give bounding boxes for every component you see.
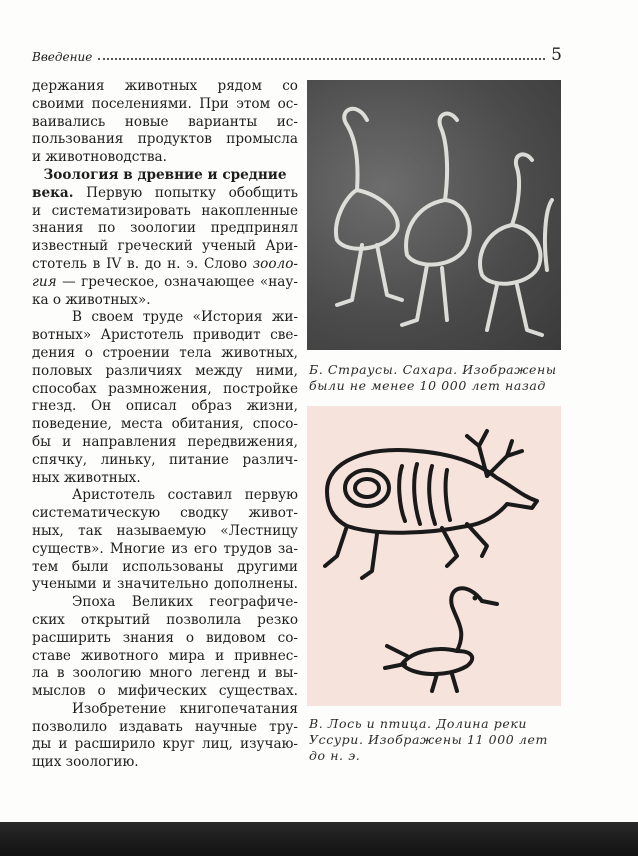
caption-line: Уссури. Изображены 11 000 лет (309, 732, 548, 747)
caption-line: В. Лось и птица. Долина реки (309, 716, 528, 731)
text-line: известный греческий ученый Ари- (32, 238, 298, 255)
text-line: Эпоха Великих географиче- (72, 594, 298, 611)
text-line: бы и направления передвижения, (32, 433, 298, 450)
text-line: щих зоологию. (32, 754, 139, 771)
text-line: способах размножения, постройке (32, 380, 298, 397)
text-line: своими поселениями. При этом ос- (32, 95, 298, 112)
text-line: мыслов о мифических существах. (32, 683, 298, 700)
text-line (32, 256, 298, 274)
moose-bird-drawing-panel (307, 406, 561, 706)
text-line: поведение, места обитания, спосо- (32, 416, 298, 433)
text-line: держания животных рядом со (32, 78, 298, 94)
text-line: существ». Многие из его трудов за- (32, 540, 298, 557)
text-line: вотных» Аристотель приводит све- (32, 327, 298, 344)
text-line: пользования продуктов промысла (32, 131, 298, 148)
text-line (32, 185, 298, 203)
text-line: ставе животного мира и привнес- (32, 647, 298, 664)
text-line: систематическую сводку живот- (32, 505, 298, 522)
text-line: ды и расширило круг лиц, изучаю- (32, 736, 298, 753)
text-line: ских открытий позволила резко (32, 611, 298, 628)
text-line: позволило издавать научные тру- (32, 718, 298, 735)
text-line: ваивались новые варианты ис- (32, 113, 298, 130)
text-fragment: — греческое, означающее «нау- (62, 273, 298, 290)
text-fragment: стотель в IV в. до н. э. Слово (32, 255, 247, 272)
subheading: Зоология в древние и средние (43, 166, 287, 183)
term-italic: зооло- (252, 255, 298, 272)
subheading-end: века. (32, 184, 74, 201)
text-line: и животноводства. (32, 149, 167, 166)
subheading-line (32, 167, 298, 185)
text-line: В своем труде «История жи- (72, 309, 298, 326)
caption-line: были не менее 10 000 лет назад (309, 378, 546, 393)
text-line: дения о строении тела животных, (32, 344, 298, 361)
section-title: Введение (32, 50, 93, 64)
text-line: Аристотель составил первую (72, 487, 298, 504)
ostrich-drawing (307, 80, 561, 350)
text-line: расширить знания о видовом со- (32, 629, 298, 646)
photo-caption (309, 362, 561, 394)
text-line: ных животных. (32, 469, 141, 486)
text-line: ных, так называемую «Лестницу (32, 522, 298, 539)
caption-line: до н. э. (309, 748, 361, 763)
text-line (32, 274, 298, 292)
text-line: половых различиях между ними, (32, 362, 298, 379)
text-line: ла в зоологию много легенд и вы- (32, 665, 298, 682)
text-fragment: Первую попытку обобщить (86, 184, 298, 201)
moose-and-bird-drawing (307, 406, 561, 706)
text-line: знания по зоологии предпринял (32, 220, 298, 237)
term-italic: гия (32, 273, 57, 290)
main-text-column (32, 78, 298, 772)
text-line: и систематизировать накопленные (32, 202, 298, 219)
drawing-caption (309, 716, 561, 764)
text-line: тем были использованы другими (32, 558, 298, 575)
text-line: Изобретение книгопечатания (72, 700, 298, 717)
text-line: ка о животных». (32, 291, 151, 308)
caption-line: Б. Страусы. Сахара. Изображены (309, 362, 557, 377)
text-line: учеными и значительно дополнены. (32, 576, 298, 593)
text-line: гнезд. Он описал образ жизни, (32, 398, 298, 415)
scan-bottom-edge (0, 822, 638, 856)
header-dot-leader (98, 58, 545, 60)
running-header (32, 40, 562, 64)
page-number: 5 (551, 45, 562, 65)
text-line: спячку, линьку, питание различ- (32, 451, 298, 468)
ostrich-petroglyph-photo (307, 80, 561, 350)
